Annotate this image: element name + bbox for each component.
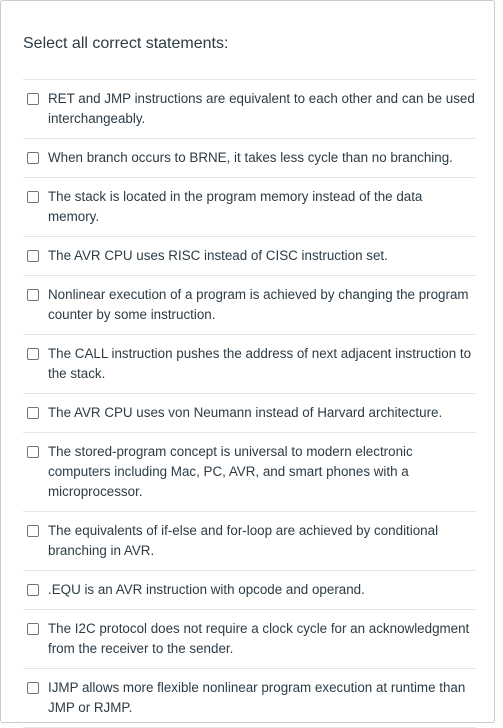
- answer-label: The AVR CPU uses RISC instead of CISC instruction set.: [48, 248, 388, 263]
- checkbox-icon[interactable]: [27, 446, 39, 458]
- checkbox-icon[interactable]: [27, 289, 39, 301]
- question-prompt: Select all correct statements:: [23, 35, 229, 52]
- answer-label: The equivalents of if-else and for-loop are achieved by conditional branching in AVR.: [48, 523, 439, 558]
- answer-list: [23, 79, 476, 728]
- checkbox-icon[interactable]: [27, 93, 39, 105]
- checkbox-icon[interactable]: [27, 682, 39, 694]
- answer-option[interactable]: [23, 610, 476, 669]
- answer-option[interactable]: [23, 276, 476, 335]
- answer-label: The CALL instruction pushes the address of next adjacent instruction to the stack.: [48, 346, 472, 381]
- answer-option[interactable]: [23, 335, 476, 394]
- answer-option[interactable]: [23, 571, 476, 610]
- checkbox-icon[interactable]: [27, 584, 39, 596]
- checkbox-icon[interactable]: [27, 152, 39, 164]
- answer-label: IJMP allows more flexible nonlinear program execution at runtime than JMP or RJMP.: [48, 680, 466, 715]
- answer-label: The AVR CPU uses von Neumann instead of Harvard architecture.: [48, 405, 443, 420]
- answer-label: .EQU is an AVR instruction with opcode and operand.: [48, 582, 365, 597]
- checkbox-icon[interactable]: [27, 525, 39, 537]
- checkbox-icon[interactable]: [27, 407, 39, 419]
- checkbox-icon[interactable]: [27, 250, 39, 262]
- answer-label: When branch occurs to BRNE, it takes less cycle than no branching.: [48, 150, 453, 165]
- checkbox-icon[interactable]: [27, 623, 39, 635]
- answer-option[interactable]: [23, 433, 476, 512]
- answer-label: Nonlinear execution of a program is achieved by changing the program counter by some instruction.: [48, 287, 469, 322]
- answer-option[interactable]: [23, 80, 476, 139]
- answer-label: The I2C protocol does not require a clock cycle for an acknowledgment from the receiver to the sender.: [48, 621, 470, 656]
- answer-option[interactable]: [23, 669, 476, 728]
- answer-label: The stored-program concept is universal to modern electronic computers including Mac, PC, AVR, and smart phones with a microprocessor.: [48, 444, 413, 499]
- answer-label: RET and JMP instructions are equivalent to each other and can be used interchangeably.: [48, 91, 475, 126]
- checkbox-icon[interactable]: [27, 191, 39, 203]
- answer-option[interactable]: [23, 139, 476, 178]
- answer-option[interactable]: [23, 237, 476, 276]
- answer-label: The stack is located in the program memory instead of the data memory.: [48, 189, 423, 224]
- answer-option[interactable]: [23, 178, 476, 237]
- answer-option[interactable]: [23, 394, 476, 433]
- checkbox-icon[interactable]: [27, 348, 39, 360]
- answer-option[interactable]: [23, 512, 476, 571]
